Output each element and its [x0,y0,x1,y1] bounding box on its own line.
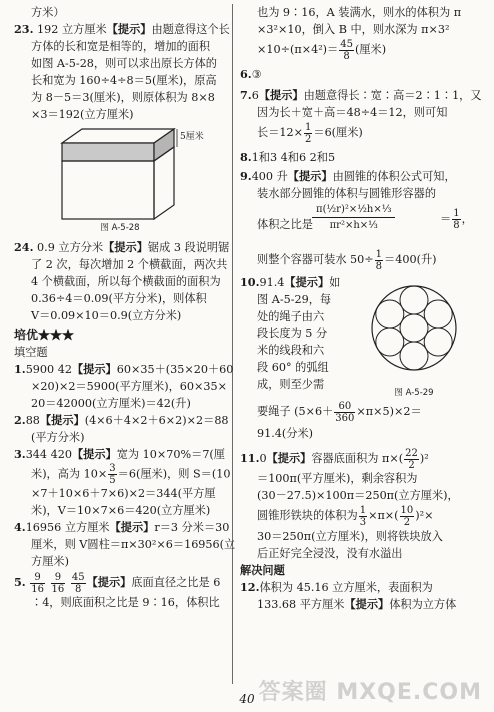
problem-24: 24. 0.9 立方分米【提示】锯成 3 段说明锯 了 2 次，每次增加 2 个横截面，两次共 4 个横截面，所以每个横截面的面积为 0.36÷4＝0.09(平方分米)，则体积 V＝0.09×10＝0.9(立方分米) [14,240,230,322]
page-number: 40 [239,692,255,706]
left-column [14,4,236,611]
question-10: 10.91.4【提示】如 图 A-5-29，每 处的绳子由六 段长度为 5 分 米的线段和六 段 60° 的弧组 成，则至少需 图 A-5-29 要绳子 (5×6＋ $\frac{60}{360}$ ×π×5)×2＝ 91.4(分米) [240,274,484,444]
problem-23: 23. 192 立方厘米【提示】由题意得这个长 方体的长和宽是相等的，增加的面积 如图 A-5-28，则可以求出原长方体的 长和宽为 160÷4÷8＝5(厘米)，原高 为 8－5＝3(厘米)，则原体积为 8×8 ×3＝192(立方厘米) [14,22,230,121]
subsection-title: 解决问题 [240,563,285,577]
fraction: $\frac{1}{8}$ [375,248,383,272]
question-3: 3.344 420【提示】宽为 10×70%＝7(厘 米)，高为 10× $\frac{3}{5}$ ＝6(厘米)，则 S＝(10 ×7＋10×6＋7×6)×2＝344(平方厘 米)，V＝10×7×6＝420(立方厘米) [14,447,231,517]
question-9: 9.400 升【提示】由圆锥的体积公式可知， 装水部分圆锥的体积与圆锥形容器的 体积之比是 π(½r)²×½h×⅓ πr²×h×⅓ ＝ $\frac{1}{8}$ ， 则整个容器可装水 50÷ $\frac{1}{8}$ ＝400(升) [240,168,484,272]
question-1: 1.5900 42【提示】60×35＋(35×20＋60 ×20)×2＝5900(平方厘米)，60×35× 20＝42000(立方厘米)＝42(升) [14,362,234,410]
fraction: $\frac{1}{3}$ [359,504,367,528]
fraction: $\frac{60}{360}$ [335,400,355,424]
fraction: π(½r)²×½h×⅓ πr²×h×⅓ [312,204,395,231]
fraction: $\frac{10}{2}$ [400,504,414,528]
question-2: 2.88【提示】(4×6＋4×2＋6×2)×2＝88 (平方分米) [14,413,229,444]
section-title: 培优★★★ [14,328,75,342]
question-4: 4.16956 立方厘米【提示】r＝3 分米＝30 厘米，则 V圆柱＝π×30²×6＝16956(立 方厘米) [14,520,236,568]
circles-diagram [364,280,464,380]
fraction: $\frac{22}{2}$ [405,447,418,471]
watermark: 答案圈 MXQE.COM [258,680,482,705]
figure-caption: 图 A-5-28 [100,223,140,233]
line: 方米） [31,6,65,19]
figure-a-5-28 [14,123,226,233]
fraction: $\frac{9}{16}$ [31,571,44,595]
fraction: $\frac{1}{8}$ [453,208,460,231]
question-5: 5. $\frac{9}{16}$ $\frac{9}{16}$ $\frac{45}{8}$ 【提示】底面直径之比是 6 ∶4，则底面积之比是 9∶16，体积比 [14,571,221,609]
question-7: 7.6【提示】由题意得长∶宽∶高＝2∶1∶1，又 因为长＋宽＋高＝48÷4＝12，则可知 长＝12× $\frac{1}{2}$ ＝6(厘米) [240,88,482,145]
right-column: 也为 9∶16，A 装满水，则水的体积为 π ×3²×10，倒入 B 中，则水深为 π×3² ×10÷(π×4²)＝ $\frac{45}{8}$ (厘米) 6.③ 7.6【提示】由题意得长∶宽∶高＝2∶1∶1，又 因为长＋宽＋高＝48÷4＝12，则可知 长＝12× $\frac{1}{2}$ ＝6(厘米) 8.1和3 4和6 2和5 9.400 升【提示】由圆锥的体积公式可知， 装水部分圆锥的体积与圆锥形容器的 体积之比是 π(½r)²×½h×⅓ πr²×h×⅓ ＝ $\frac{1}{8}$ ， 则整个容器可装水 50÷ $\frac{1}{8}$ ＝400(升) 10.91.4【提示】如 图 A-5-29，每 处的绳子由六 段长度为 5 分 米的线段和六 段 60° 的弧组 成，则至少需 图 A-5-29 要绳子 (5×6＋ $\frac{60}{360}$ ×π×5)×2＝ 91.4(分米) 11.0【提示】容器底面积为 π×( $\frac{22}{2}$ )² ＝100π(平方厘米)，剩余容积为 (30－27.5)×100π＝250π(立方厘米)， 圆锥形铁块的体积为 $\frac{1}{3}$ ×π×( $\frac{10}{2}$ )²× 30＝250π(立方厘米)，则将铁块放入 后正好完全浸没，没有水溢出 解决问题 12.体积为 45.16 立方厘米，表面积为 133.68 平方厘米【提示】体积为立方体 [240,4,484,613]
figure-caption: 图 A-5-29 [394,388,434,398]
fraction: $\frac{1}{2}$ [305,121,312,145]
fraction: $\frac{3}{5}$ [109,463,116,486]
fraction: $\frac{45}{8}$ [340,38,353,62]
fraction: $\frac{45}{8}$ [71,571,85,595]
dimension-label: 5厘米 [180,132,204,142]
subsection-title: 填空题 [14,346,48,359]
volume-ratio-equation: 体积之比是 π(½r)²×½h×⅓ πr²×h×⅓ ＝ $\frac{1}{8}$ ， [257,204,473,231]
question-12: 12.体积为 45.16 立方厘米，表面积为 133.68 平方厘米【提示】体积为立方体 [240,580,457,611]
question-8: 8.1和3 4和6 2和5 [240,150,336,164]
question-11: 11.0【提示】容器底面积为 π×( $\frac{22}{2}$ )² ＝100π(平方厘米)，剩余容积为 (30－27.5)×100π＝250π(立方厘米)， 圆锥形铁块的体积为 $\frac{1}{3}$ ×π×( $\frac{10}{2}$ )²× 30＝250π(立方厘米)，则将铁块放入 后正好完全浸没，没有水溢出 [240,447,459,560]
fraction: $\frac{9}{16}$ [51,571,65,595]
column-divider [232,4,233,684]
question-6: 6.③ [240,67,262,81]
